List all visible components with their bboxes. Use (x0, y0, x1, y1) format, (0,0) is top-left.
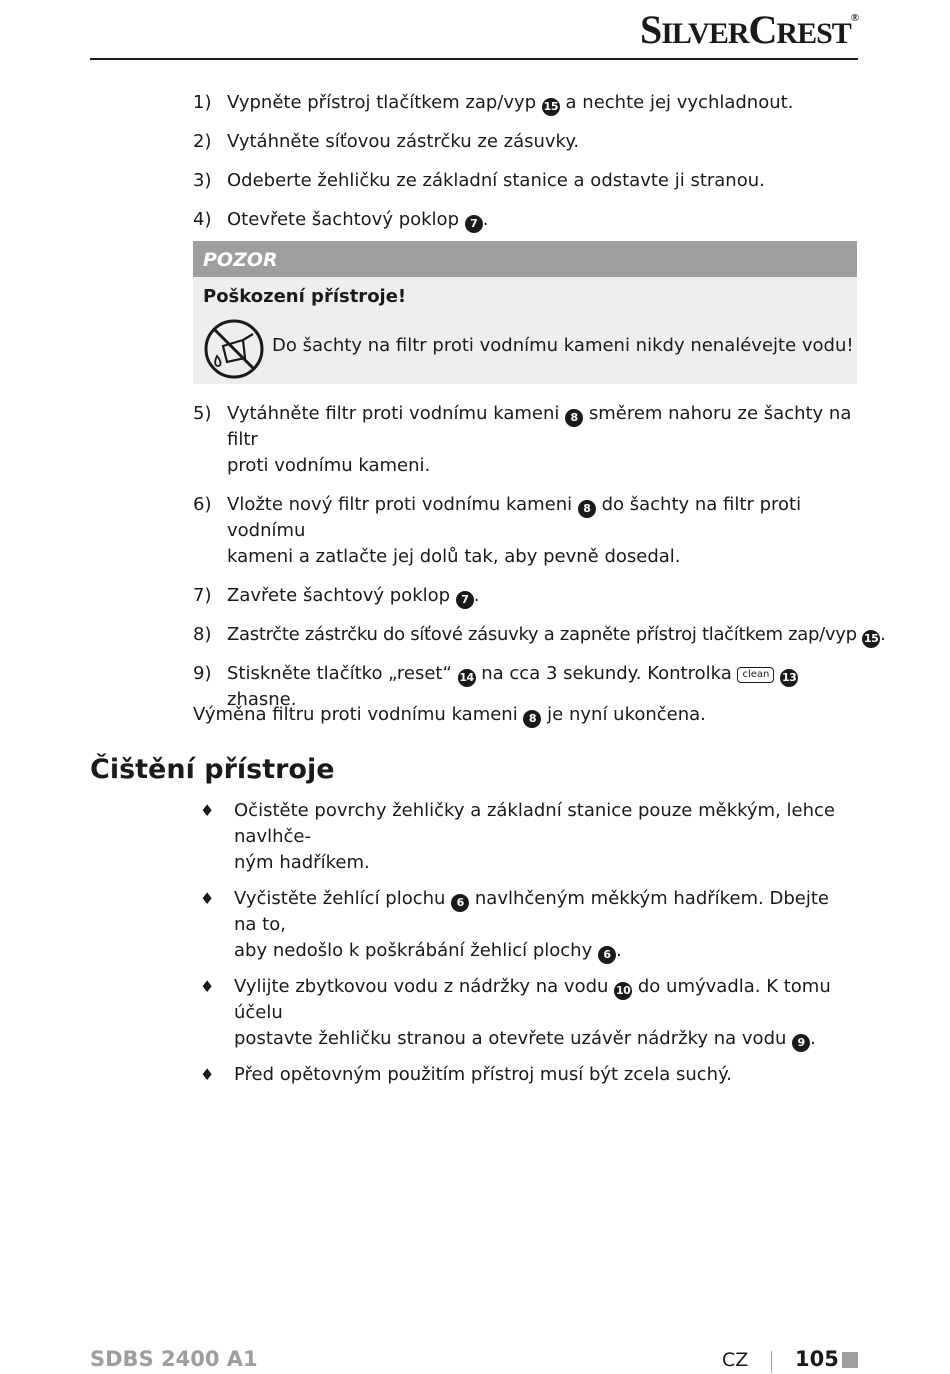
step-item: 1) Vypněte přístroj tlačítkem zap/vyp 15 a nechte jej vychladnout. (193, 90, 858, 116)
header-divider (90, 58, 858, 60)
step-item: 8) Zastrčte zástrčku do síťové zásuvky a zapněte přístroj tlačítkem zap/vyp 15 . (193, 622, 858, 648)
conclusion-text: Výměna filtru proti vodnímu kameni 8 je nyní ukončena. (193, 704, 706, 728)
warning-subtitle: Poškození přístroje! (203, 286, 407, 307)
footer-divider (771, 1351, 772, 1373)
section-title: Čištění přístroje (90, 754, 335, 785)
step-item: 3) Odeberte žehličku ze základní stanice a odstavte ji stranou. (193, 170, 765, 191)
step-item: 5) Vytáhněte filtr proti vodnímu kameni 8 směrem nahoru ze šachty na filtr proti vodnímu kameni. (193, 403, 852, 476)
diamond-bullet-icon: ♦ (200, 977, 215, 996)
steps-list-a (193, 90, 858, 246)
warning-message: Do šachty na filtr proti vodnímu kameni nikdy nenalévejte vodu! (272, 335, 854, 356)
ref-number-badge: 15 (542, 98, 560, 116)
ref-number-badge: 8 (565, 409, 583, 427)
diamond-bullet-icon: ♦ (200, 889, 215, 908)
ref-number-badge: 8 (523, 710, 541, 728)
ref-number-badge: 8 (578, 500, 596, 518)
diamond-bullet-icon: ♦ (200, 801, 215, 820)
list-item: ♦ Vylijte zbytkovou vodu z nádržky na vodu 10 do umývadla. K tomu účelu postavte žehličku stranou a otevřete uzávěr nádržky na vodu 9 . (200, 974, 850, 1052)
step-item: 9) Stiskněte tlačítko „reset“ 14 na cca 3 sekundy. Kontrolka clean 13 zhasne. (193, 663, 797, 710)
list-item: ♦ Očistěte povrchy žehličky a základní stanice pouze měkkým, lehce navlhče- ným hadříkem. (200, 798, 850, 876)
clean-indicator-icon: clean (737, 667, 774, 683)
warning-box (193, 241, 857, 384)
ref-number-badge: 6 (451, 894, 469, 912)
cleaning-bullet-list (200, 798, 850, 1098)
page-number: 105 (795, 1347, 839, 1371)
steps-list-b (193, 401, 886, 726)
ref-number-badge: 7 (456, 591, 474, 609)
ref-number-badge: 7 (465, 215, 483, 233)
warning-title: POZOR (193, 241, 857, 277)
footer-model-number: SDBS 2400 A1 (90, 1347, 258, 1371)
step-item: 6) Vložte nový filtr proti vodnímu kameni 8 do šachty na filtr proti vodnímu kameni a zatlačte jej dolů tak, aby pevně dosedal. (193, 494, 802, 567)
step-item: 7) Zavřete šachtový poklop 7 . (193, 583, 858, 609)
step-item: 4) Otevřete šachtový poklop 7 . (193, 207, 858, 233)
footer-language: CZ (722, 1349, 749, 1371)
brand-logo: SILVERCREST® (639, 7, 858, 52)
step-item: 2) Vytáhněte síťovou zástrčku ze zásuvky. (193, 131, 580, 152)
list-item: ♦ Vyčistěte žehlící plochu 6 navlhčeným měkkým hadříkem. Dbejte na to, aby nedošlo k poškrábání žehlicí plochy 6 . (200, 886, 850, 964)
ref-number-badge: 9 (792, 1034, 810, 1052)
diamond-bullet-icon: ♦ (200, 1065, 215, 1084)
footer-square-icon (842, 1352, 858, 1368)
ref-number-badge: 14 (458, 669, 476, 687)
ref-number-badge: 15 (862, 630, 880, 648)
ref-number-badge: 13 (780, 669, 798, 687)
ref-number-badge: 10 (614, 982, 632, 1000)
ref-number-badge: 6 (598, 946, 616, 964)
no-water-pouring-icon (203, 318, 265, 380)
list-item: ♦ Před opětovným použitím přístroj musí být zcela suchý. (200, 1062, 850, 1088)
